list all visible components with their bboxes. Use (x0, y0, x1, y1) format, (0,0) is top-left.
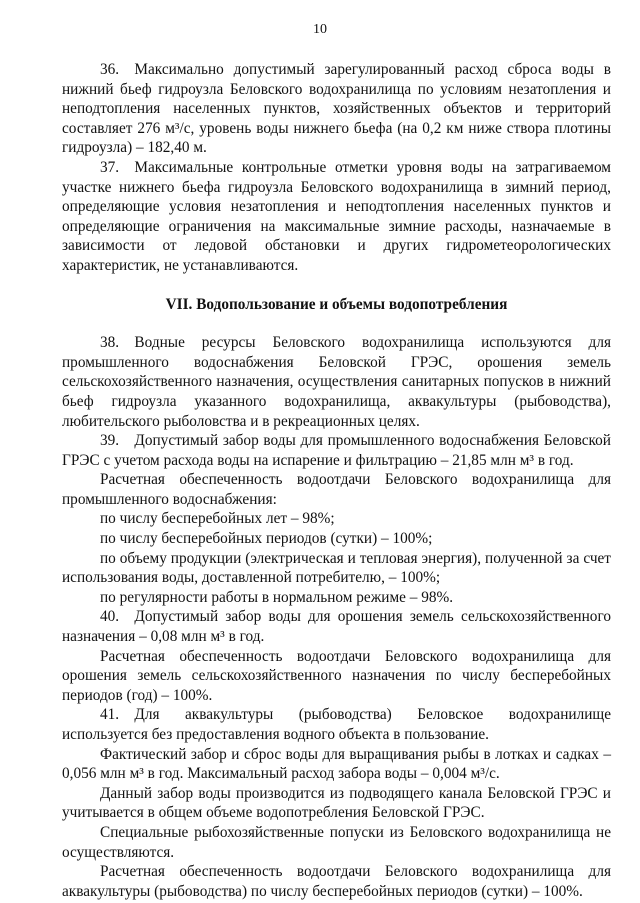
page-number: 10 (313, 22, 327, 37)
paragraph-37: 37. Максимальные контрольные отметки уровня воды на затрагиваемом участке нижнего бьефа гидроузла Беловского водохранилища в зимний период, определяющие условия незатопления и неподтопления населенных пунктов и определяющие ограничения на максимальные зимние расходы, назначаемые в зависимости от ледовой обстановки и других гидрометеорологических характеристик, не устанавливаются. (62, 158, 611, 274)
paragraph-36: 36. Максимально допустимый зарегулированный расход сброса воды в нижний бьеф гидроузла Беловского водохранилища по условиям незатопления и неподтопления населенных пунктов, хозяйственных объектов и территорий составляет 276 м³/с, уровень воды нижнего бьефа (на 0,2 км ниже створа плотины гидроузла) – 182,40 м. (62, 61, 611, 157)
section-heading: VII. Водопользование и объемы водопотребления (165, 295, 508, 313)
paragraph-41-reliability: Расчетная обеспеченность водоотдачи Беловского водохранилища для аквакультуры (рыбоводства) по числу бесперебойных периодов (сутки) – 100%. (62, 863, 611, 900)
paragraph-39-reliability: Расчетная обеспеченность водоотдачи Беловского водохранилища для промышленного водоснабжения: (62, 471, 611, 508)
paragraph-39-periods: по числу бесперебойных периодов (сутки) – 100%; (100, 530, 433, 548)
paragraph-39-volume: по объему продукции (электрическая и тепловая энергия), полученной за счет использования воды, доставленной потребителю, – 100%; (62, 549, 611, 587)
paragraph-39-regularity: по регулярности работы в нормальном режиме – 98%. (100, 588, 454, 606)
paragraph-39: 39. Допустимый забор воды для промышленного водоснабжения Беловской ГРЭС с учетом расхода воды на испарение и фильтрацию – 21,85 млн м³ в год. (62, 432, 611, 469)
paragraph-41: 41. Для аквакультуры (рыбоводства) Беловское водохранилище используется без предоставления водного объекта в пользование. (62, 706, 611, 743)
paragraph-40-reliability: Расчетная обеспеченность водоотдачи Беловского водохранилища для орошения земель сельскохозяйственного назначения по числу бесперебойных периодов (год) – 100%. (62, 647, 611, 704)
paragraph-41-canal: Данный забор воды производится из подводящего канала Беловской ГРЭС и учитывается в общем объеме водопотребления Беловской ГРЭС. (62, 784, 611, 822)
paragraph-40: 40. Допустимый забор воды для орошения земель сельскохозяйственного назначения – 0,08 млн м³ в год. (62, 608, 611, 646)
paragraph-38: 38. Водные ресурсы Беловского водохранилища используются для промышленного водоснабжения Беловской ГРЭС, орошения земель сельскохозяйственного назначения, осуществления санитарных попусков в нижний бьеф гидроузла указанного водохранилища, аквакультуры (рыбоводства), любительского рыболовства и в рекреационных целях. (62, 334, 611, 430)
paragraph-39-years: по числу бесперебойных лет – 98%; (100, 510, 335, 528)
paragraph-41-intake: Фактический забор и сброс воды для выращивания рыбы в лотках и садках – 0,056 млн м³ в год. Максимальный расход забора воды – 0,004 м³/с. (62, 745, 611, 783)
paragraph-41-releases: Специальные рыбохозяйственные попуски из Беловского водохранилища не осуществляются. (62, 823, 611, 861)
document-body (62, 60, 611, 901)
